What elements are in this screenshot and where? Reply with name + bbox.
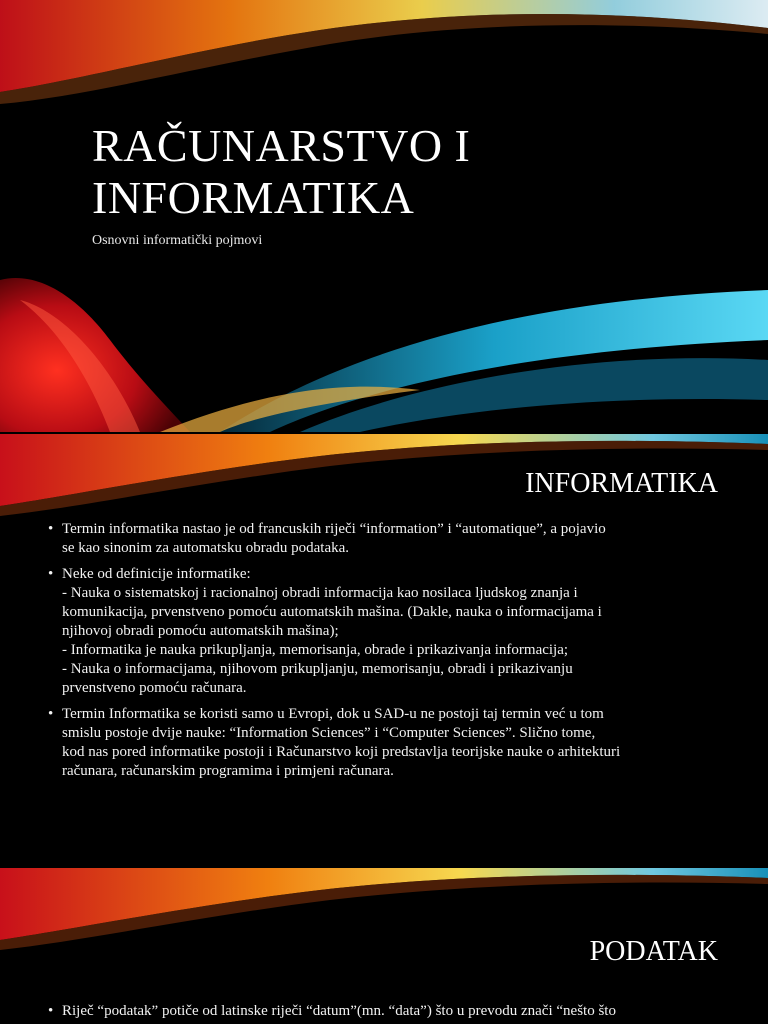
bullet-line: računara, računarskim programima i primjeni računara.	[62, 763, 394, 779]
bullet-item	[46, 1002, 726, 1021]
bullet-list	[46, 1002, 726, 1024]
bullet-line: • Neke od definicije informatike:	[62, 566, 251, 582]
slide-subtitle: Osnovni informatički pojmovi	[92, 233, 263, 248]
bullet-line: - Informatika je nauka prikupljanja, memorisanja, obrade i prikazivanja informacija;	[62, 642, 569, 658]
bullet-item	[46, 520, 726, 558]
slide-title: INFORMATIKA	[525, 468, 718, 499]
slide-title: PODATAK	[589, 936, 718, 967]
bullet-list	[46, 520, 726, 788]
bullet-line: njihovoj obradi pomoću automatskih mašina);	[62, 623, 339, 639]
podatak-slide[interactable]	[0, 868, 768, 1024]
bullet-line: • Termin Informatika se koristi samo u Evropi, dok u SAD-u ne postoji taj termin već u tom	[62, 706, 604, 722]
bullet-line: kod nas pored informatike postoji i Računarstvo koji predstavlja teorijske nauke o arhitekturi	[62, 744, 621, 760]
bullet-line: prvenstveno pomoću računara.	[62, 680, 247, 696]
bullet-line: - Nauka o sistematskoj i racionalnoj obradi informacija kao nosilaca ljudskog znanja i	[62, 585, 578, 601]
bullet-line: • Riječ “podatak” potiče od latinske riječi “datum”(mn. “data”) što u prevodu znači “nešto što	[62, 1003, 616, 1019]
informatika-slide[interactable]	[0, 434, 768, 866]
bullet-line: smislu postoje dvije nauke: “Information Sciences” i “Computer Sciences”. Slično tome,	[62, 725, 596, 741]
bullet-line: - Nauka o informacijama, njihovom prikupljanju, memorisanju, obradi i prikazivanju	[62, 661, 573, 677]
slide-title-line-2: INFORMATIKA	[92, 172, 415, 223]
bullet-line: se kao sinonim za automatsku obradu podataka.	[62, 540, 350, 556]
bullet-line: komunikacija, prvenstveno pomoću automatskih mašina. (Dakle, nauka o informacijama i	[62, 604, 602, 620]
slide-title-line-1: RAČUNARSTVO I	[92, 120, 471, 171]
bullet-item	[46, 565, 726, 698]
title-slide[interactable]	[0, 0, 768, 432]
slide-title	[92, 120, 692, 224]
bullet-item	[46, 705, 726, 781]
bullet-line: • Termin informatika nastao je od francuskih riječi “information” i “automatique”, a pojavio	[62, 521, 606, 537]
